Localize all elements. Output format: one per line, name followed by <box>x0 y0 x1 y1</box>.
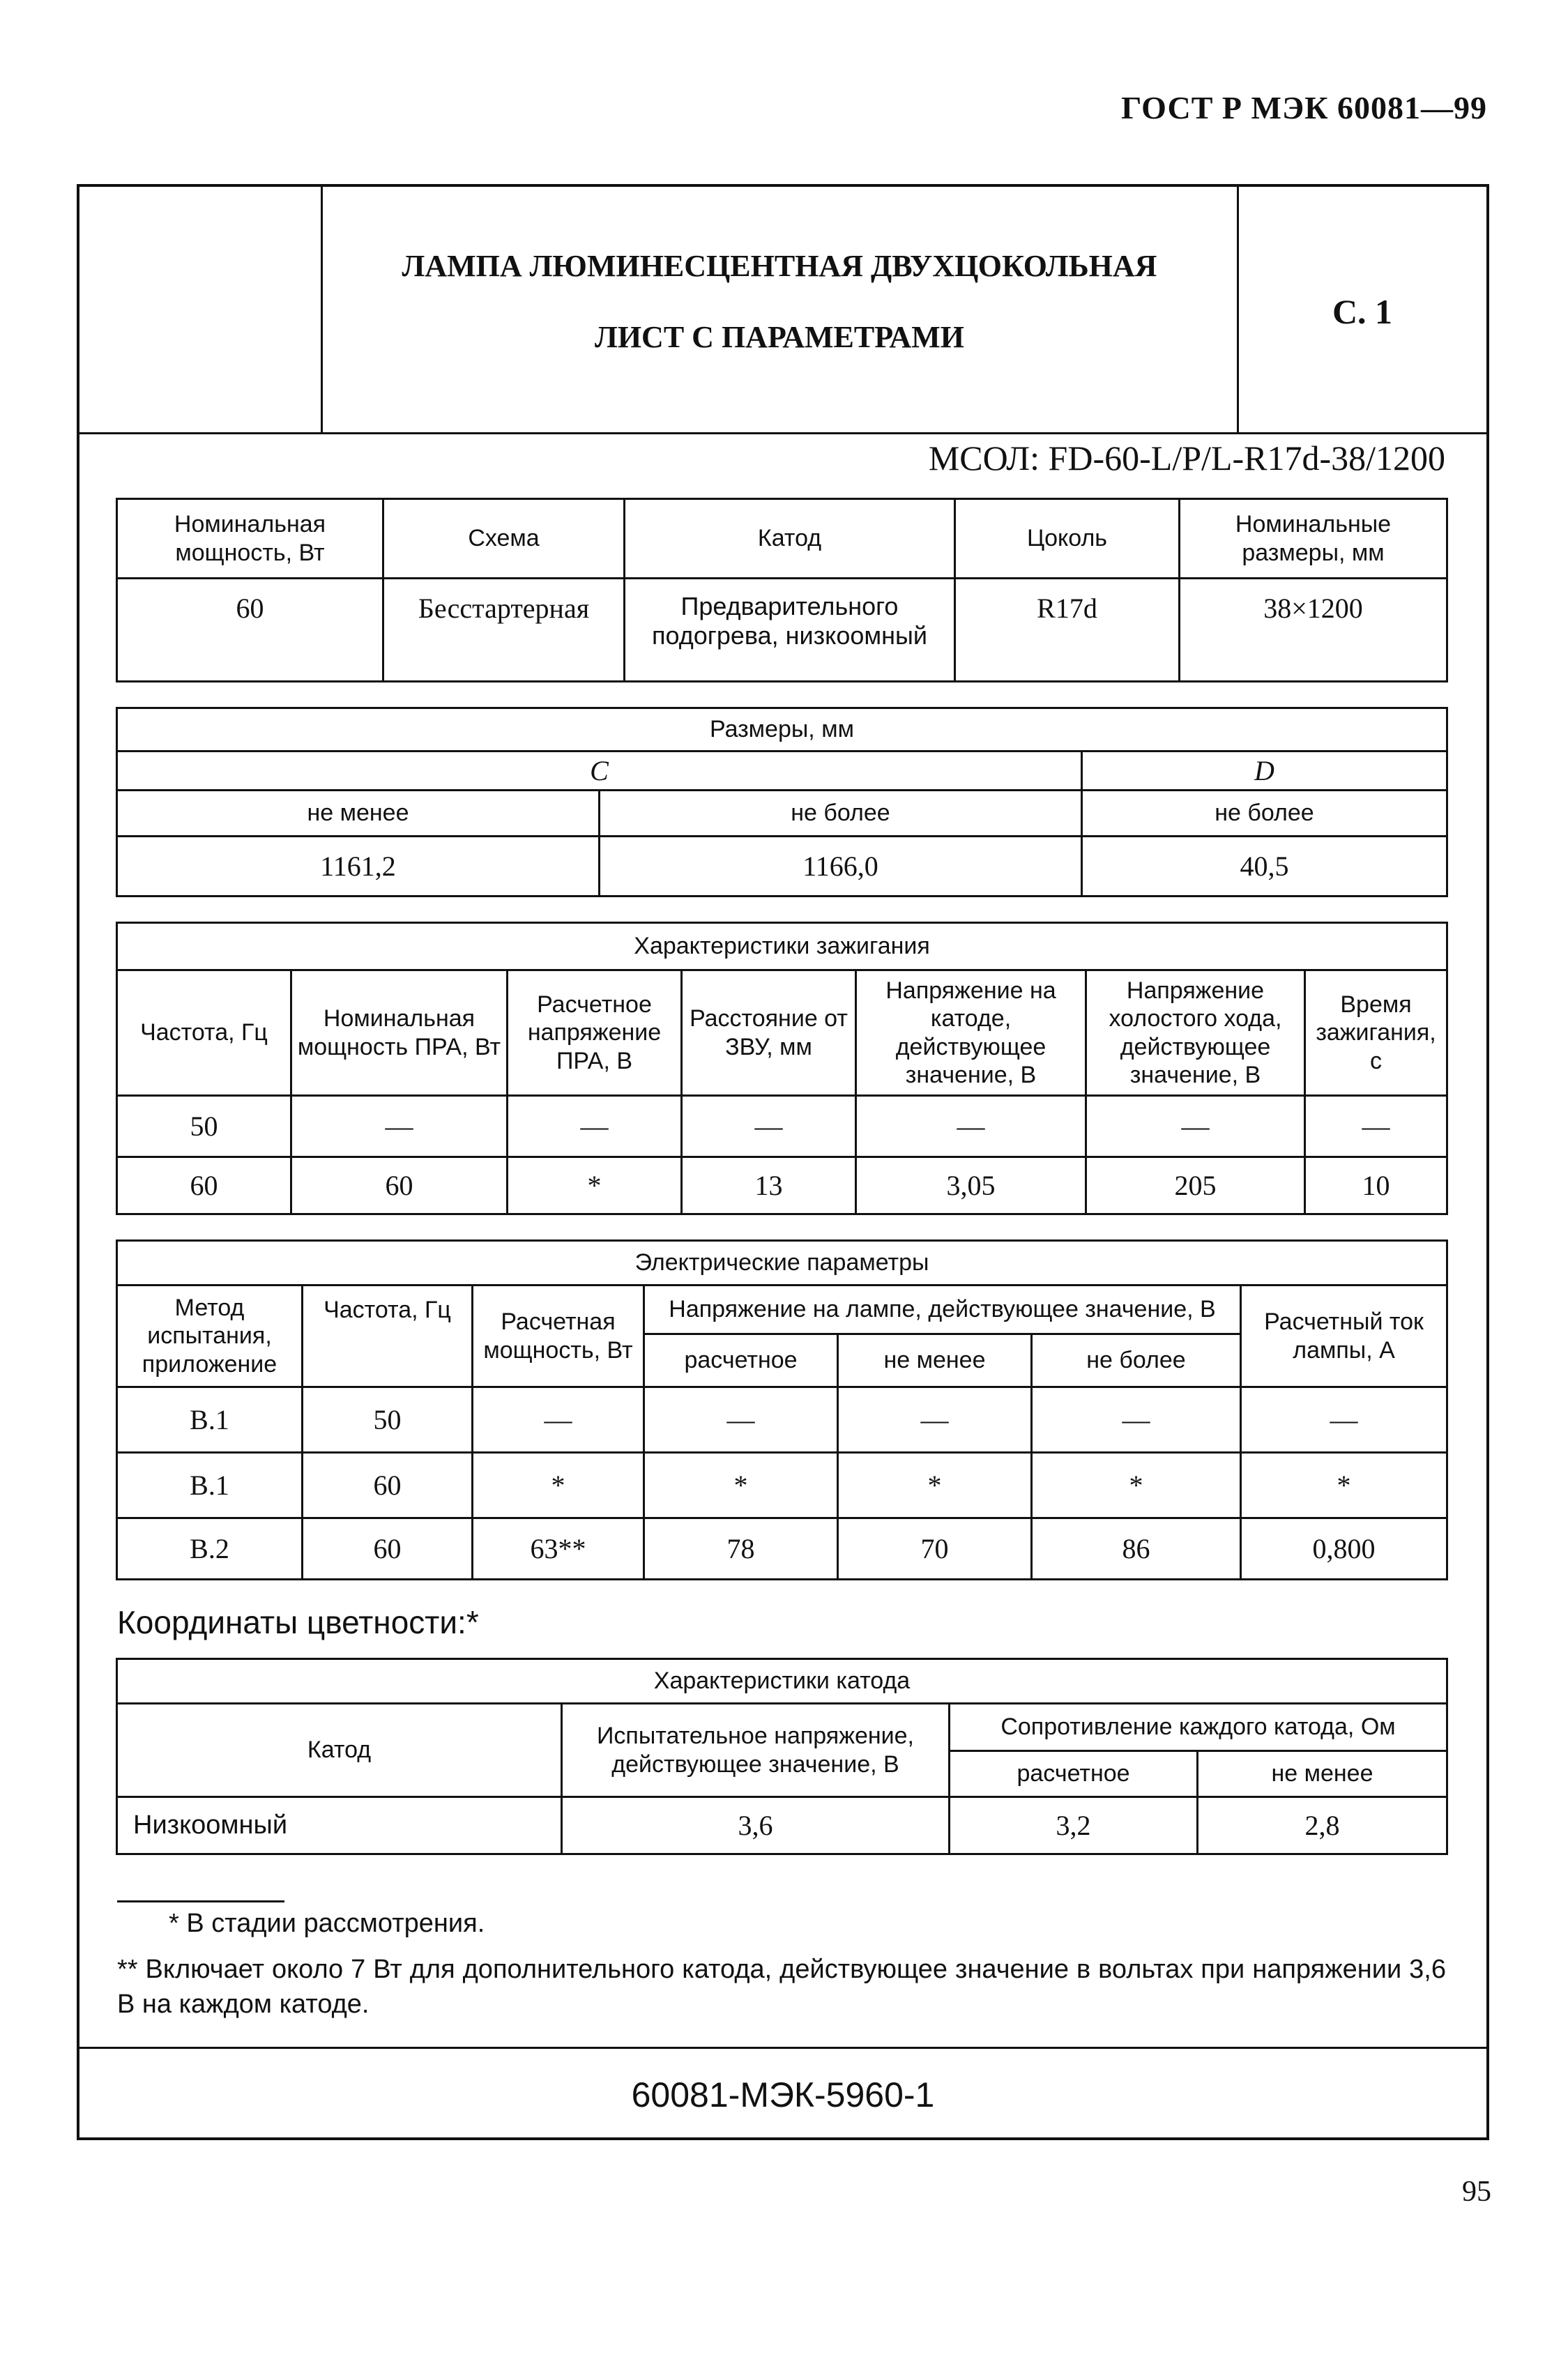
electrical-header-current: Расчетный ток лампы, А <box>1241 1286 1447 1387</box>
ignition-cell: 205 <box>1086 1157 1305 1214</box>
main-table <box>116 498 1448 682</box>
color-coordinates-label: Координаты цветности:* <box>117 1604 479 1640</box>
electrical-cell: * <box>1032 1453 1241 1518</box>
ignition-cell: — <box>682 1096 856 1157</box>
header-scheme: Схема <box>383 499 625 579</box>
cathode-value-test-voltage: 3,6 <box>562 1797 950 1854</box>
footnote-1: * В стадии рассмотрения. <box>169 1909 485 1938</box>
standard-designation: ГОСТ Р МЭК 60081—99 <box>1121 90 1487 125</box>
electrical-title: Электрические параметры <box>117 1241 1447 1286</box>
electrical-cell: — <box>644 1387 838 1453</box>
electrical-cell: 0,800 <box>1241 1518 1447 1580</box>
electrical-cell: * <box>1241 1453 1447 1518</box>
ignition-header-time: Время зажигания, с <box>1305 970 1447 1096</box>
ignition-table <box>116 922 1448 1215</box>
ignition-cell: * <box>508 1157 682 1214</box>
voltage-min-label: не менее <box>838 1334 1032 1387</box>
sheet-title-line2: ЛИСТ С ПАРАМЕТРАМИ <box>595 320 964 354</box>
ignition-cell: — <box>856 1096 1086 1157</box>
ignition-header-cathode-voltage: Напряжение на катоде, действующее значение, В <box>856 970 1086 1096</box>
electrical-cell: * <box>473 1453 644 1518</box>
electrical-cell: — <box>1241 1387 1447 1453</box>
d-max-label: не более <box>1082 791 1447 837</box>
sheet-page-code: С. 1 <box>1332 292 1393 331</box>
electrical-cell: * <box>644 1453 838 1518</box>
frame-right <box>1486 184 1489 2140</box>
ignition-header-ballast-voltage: Расчетное напряжение ПРА, В <box>508 970 682 1096</box>
c-min-label: не менее <box>117 791 600 837</box>
d-max-value: 40,5 <box>1082 837 1447 897</box>
cathode-value-type: Низкоомный <box>117 1797 562 1854</box>
page-number: 95 <box>1462 2176 1491 2208</box>
electrical-cell: 60 <box>303 1518 473 1580</box>
value-dimensions: 38×1200 <box>1180 579 1447 682</box>
ignition-cell: 3,05 <box>856 1157 1086 1214</box>
cathode-title: Характеристики катода <box>117 1659 1447 1704</box>
electrical-cell: В.2 <box>117 1518 303 1580</box>
ignition-header-frequency: Частота, Гц <box>117 970 291 1096</box>
electrical-cell: — <box>473 1387 644 1453</box>
cathode-header-type: Катод <box>117 1704 562 1797</box>
ignition-title: Характеристики зажигания <box>117 923 1447 970</box>
electrical-cell: — <box>838 1387 1032 1453</box>
ignition-cell: — <box>1305 1096 1447 1157</box>
ignition-cell: 60 <box>117 1157 291 1214</box>
value-power: 60 <box>117 579 383 682</box>
ignition-cell: — <box>1086 1096 1305 1157</box>
electrical-cell: В.1 <box>117 1453 303 1518</box>
resistance-rated-label: расчетное <box>950 1751 1198 1797</box>
electrical-cell: — <box>1032 1387 1241 1453</box>
header-base: Цоколь <box>955 499 1180 579</box>
dimensions-table <box>116 707 1448 897</box>
electrical-table <box>116 1239 1448 1580</box>
frame-bottom <box>77 2137 1489 2140</box>
value-base: R17d <box>955 579 1180 682</box>
cathode-value-resistance-rated: 3,2 <box>950 1797 1198 1854</box>
electrical-cell: 78 <box>644 1518 838 1580</box>
electrical-header-method: Метод испытания, приложение <box>117 1286 303 1387</box>
header-dimensions: Номинальные размеры, мм <box>1180 499 1447 579</box>
ignition-header-distance: Расстояние от ЗВУ, мм <box>682 970 856 1096</box>
frame-left <box>77 184 79 2140</box>
cathode-table <box>116 1658 1448 1855</box>
value-scheme: Бесстартерная <box>383 579 625 682</box>
cathode-header-test-voltage: Испытательное напряжение, действующее значение, В <box>562 1704 950 1797</box>
dimensions-title: Размеры, мм <box>117 708 1447 752</box>
lamp-designation: МСОЛ: FD-60-L/P/L-R17d-38/1200 <box>928 438 1445 478</box>
sheet-title-line1: ЛАМПА ЛЮМИНЕСЦЕНТНАЯ ДВУХЦОКОЛЬНАЯ <box>402 249 1157 283</box>
c-min-value: 1161,2 <box>117 837 600 897</box>
value-cathode: Предварительного подогрева, низкоомный <box>625 579 955 682</box>
electrical-header-frequency: Частота, Гц <box>303 1286 473 1387</box>
ignition-cell: 13 <box>682 1157 856 1214</box>
frame-title-div1 <box>321 184 323 434</box>
electrical-cell: * <box>838 1453 1032 1518</box>
header-cathode: Катод <box>625 499 955 579</box>
voltage-rated-label: расчетное <box>644 1334 838 1387</box>
resistance-min-label: не менее <box>1198 1751 1447 1797</box>
electrical-cell: 86 <box>1032 1518 1241 1580</box>
c-max-label: не более <box>600 791 1082 837</box>
c-max-value: 1166,0 <box>600 837 1082 897</box>
voltage-max-label: не более <box>1032 1334 1241 1387</box>
electrical-cell: 50 <box>303 1387 473 1453</box>
cathode-header-resistance: Сопротивление каждого катода, Ом <box>950 1704 1447 1751</box>
ignition-cell: 10 <box>1305 1157 1447 1214</box>
frame-title-bottom <box>77 432 1489 434</box>
electrical-cell: 63** <box>473 1518 644 1580</box>
ignition-cell: — <box>291 1096 508 1157</box>
electrical-cell: 60 <box>303 1453 473 1518</box>
sheet-number: 60081-МЭК-5960-1 <box>631 2075 935 2114</box>
electrical-cell: В.1 <box>117 1387 303 1453</box>
footnote-separator <box>117 1900 284 1902</box>
dimension-d-label: D <box>1082 752 1447 791</box>
ignition-cell: 60 <box>291 1157 508 1214</box>
header-power: Номинальная мощность, Вт <box>117 499 383 579</box>
frame-footer-top <box>77 2047 1489 2049</box>
footnote-2: ** Включает около 7 Вт для дополнительного катода, действующее значение в вольтах при напряжении 3,6 В на каждом катоде. <box>117 1955 1446 2020</box>
electrical-header-power: Расчетная мощность, Вт <box>473 1286 644 1387</box>
ignition-cell: — <box>508 1096 682 1157</box>
frame-top <box>77 184 1489 187</box>
ignition-header-open-circuit-voltage: Напряжение холостого хода, действующее значение, В <box>1086 970 1305 1096</box>
electrical-cell: 70 <box>838 1518 1032 1580</box>
ignition-cell: 50 <box>117 1096 291 1157</box>
ignition-header-ballast-power: Номинальная мощность ПРА, Вт <box>291 970 508 1096</box>
dimension-c-label: C <box>117 752 1082 791</box>
cathode-value-resistance-min: 2,8 <box>1198 1797 1447 1854</box>
electrical-header-voltage: Напряжение на лампе, действующее значение, В <box>644 1286 1241 1334</box>
